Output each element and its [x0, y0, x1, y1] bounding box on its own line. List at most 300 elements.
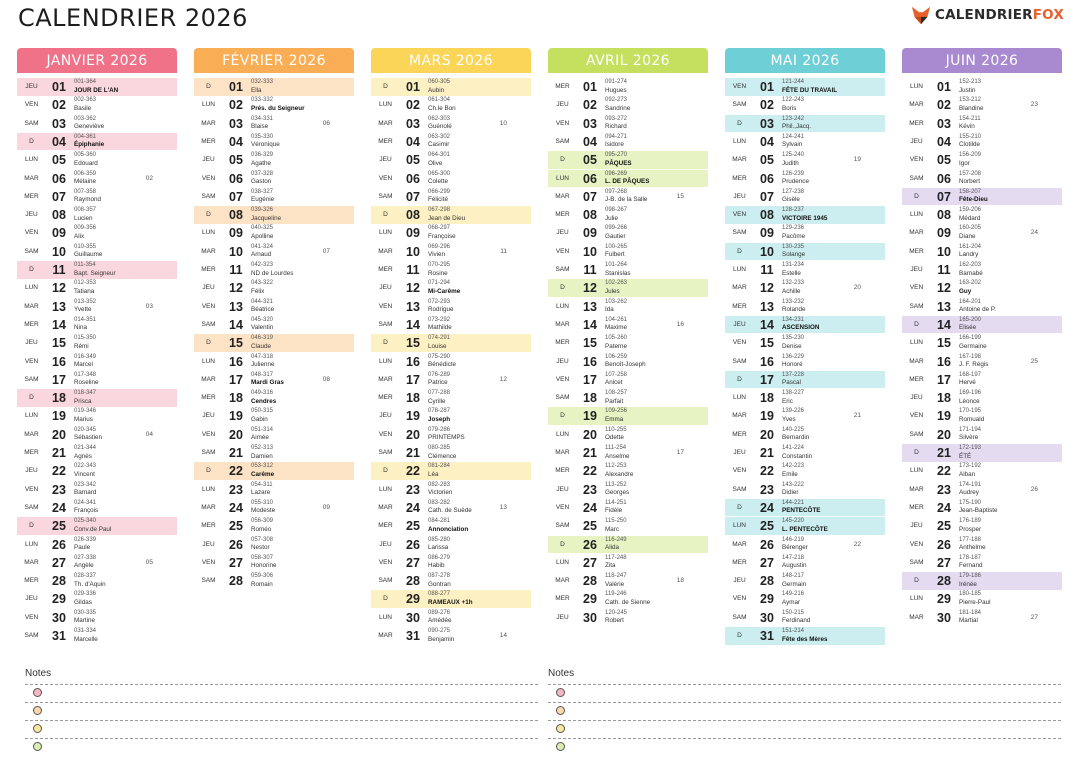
notes-left [25, 668, 538, 756]
day-of-week: D [383, 83, 388, 90]
day-count: 070-295 [428, 262, 451, 268]
day-number: 25 [229, 519, 243, 534]
day-row [371, 115, 531, 133]
saint-name: Elisée [959, 324, 977, 332]
day-number: 06 [760, 171, 774, 186]
day-count: 116-249 [605, 536, 627, 543]
day-count: 041-324 [251, 243, 274, 250]
day-number: 27 [760, 555, 774, 570]
day-number: 28 [583, 574, 597, 589]
day-row [194, 133, 354, 151]
saint-name: Sandrine [605, 104, 631, 112]
day-number: 15 [583, 336, 597, 351]
saint-name: Roseline [74, 379, 99, 387]
day-count: 047-318 [251, 353, 274, 360]
day-number: 14 [583, 317, 597, 332]
saint-name: Benoît-Joseph [605, 361, 646, 368]
day-number: 21 [760, 446, 774, 460]
day-number: 21 [406, 446, 420, 460]
day-count: 045-320 [251, 316, 274, 323]
day-number: 25 [583, 519, 597, 534]
day-of-week: LUN [909, 467, 923, 475]
saint-name: Félix [251, 287, 265, 295]
day-of-week: VEN [732, 83, 747, 90]
day-row [548, 426, 708, 444]
saint-name: Boris [782, 104, 797, 112]
note-line[interactable] [548, 720, 1061, 738]
day-row [548, 353, 708, 371]
saint-name: Vivien [428, 251, 446, 259]
day-count: 026-339 [74, 536, 97, 543]
day-count: 164-201 [959, 298, 982, 305]
saint-name: Guillaume [74, 251, 103, 259]
day-count: 077-288 [428, 390, 451, 397]
day-row [902, 298, 1062, 316]
day-of-week: LUN [555, 174, 569, 182]
day-row [725, 572, 885, 590]
day-row [902, 572, 1062, 590]
saint-name: Guy [959, 287, 972, 295]
day-row [17, 243, 177, 261]
day-count: 167-198 [959, 353, 982, 360]
day-count: 022-343 [74, 463, 97, 470]
saint-name: Constantin [782, 452, 813, 460]
day-number: 25 [937, 519, 951, 534]
saint-name: Gildas [74, 598, 92, 606]
day-of-week: SAM [909, 302, 924, 310]
note-line[interactable] [25, 702, 538, 720]
day-number: 17 [406, 372, 420, 387]
day-count: 126-239 [782, 170, 805, 177]
saint-name: Blaise [251, 123, 269, 131]
day-of-week: VEN [378, 302, 393, 310]
day-number: 08 [406, 208, 420, 223]
day-of-week: SAM [909, 174, 924, 182]
day-row [548, 243, 708, 261]
day-number: 16 [760, 354, 774, 369]
day-of-week: JEU [733, 449, 746, 456]
day-number: 09 [937, 226, 951, 241]
day-count: 100-265 [605, 243, 628, 250]
note-bullet-icon [33, 688, 42, 697]
week-number: 25 [1030, 357, 1038, 365]
day-row [17, 499, 177, 517]
day-number: 25 [406, 519, 420, 534]
day-row [725, 261, 885, 279]
day-of-week: D [737, 375, 742, 383]
day-of-week: LUN [201, 485, 215, 493]
day-number: 04 [406, 134, 420, 149]
day-number: 28 [229, 574, 243, 589]
day-count: 078-287 [428, 408, 451, 415]
day-of-week: D [29, 522, 34, 530]
day-count: 018-347 [74, 390, 97, 397]
saint-name: Solange [782, 251, 806, 259]
day-number: 17 [52, 372, 66, 387]
day-count: 145-220 [782, 518, 805, 525]
day-number: 23 [406, 482, 420, 497]
week-number: 08 [322, 375, 330, 383]
saint-name: Kévin [959, 123, 975, 131]
saint-name: ASCENSION [782, 324, 820, 332]
saint-name: Audrey [959, 489, 979, 497]
day-row [17, 334, 177, 352]
week-number: 11 [500, 247, 507, 255]
day-count: 094-271 [605, 133, 628, 140]
day-of-week: LUN [201, 101, 215, 109]
day-of-week: VEN [909, 284, 924, 292]
day-count: 071-294 [428, 280, 451, 287]
saint-name: Véronique [251, 141, 280, 149]
day-number: 17 [583, 372, 597, 387]
day-row [548, 609, 708, 627]
day-number: 30 [406, 610, 420, 625]
day-row [902, 590, 1062, 608]
saint-name: JOUR DE L'AN [74, 86, 119, 94]
day-number: 03 [229, 116, 243, 131]
day-count: 065-300 [428, 170, 451, 177]
saint-name: Honorine [251, 562, 277, 570]
day-row [902, 426, 1062, 444]
saint-name: Angèle [74, 562, 94, 570]
day-count: 080-285 [428, 445, 451, 451]
day-of-week: VEN [201, 302, 216, 310]
day-count: 139-226 [782, 408, 805, 415]
saint-name: Béatrice [251, 306, 275, 314]
day-of-week: SAM [555, 522, 570, 530]
day-number: 11 [406, 263, 420, 277]
day-row [902, 170, 1062, 188]
day-number: 09 [760, 226, 774, 241]
saint-name: Nina [74, 324, 87, 332]
day-of-week: MAR [24, 174, 39, 182]
saint-name: Raymond [74, 196, 101, 204]
day-number: 20 [583, 427, 597, 442]
saint-name: Larissa [428, 544, 449, 551]
day-count: 179-186 [959, 573, 982, 580]
saint-name: Robert [605, 617, 624, 625]
day-of-week: MER [555, 339, 570, 347]
day-number: 26 [406, 537, 420, 552]
day-number: 01 [583, 80, 597, 94]
day-count: 174-191 [959, 481, 982, 488]
day-of-week: VEN [555, 375, 570, 383]
day-number: 11 [937, 263, 951, 277]
day-count: 101-264 [605, 262, 628, 268]
day-row [725, 206, 885, 224]
day-count: 109-256 [605, 408, 628, 415]
day-of-week: LUN [732, 394, 746, 402]
day-number: 05 [760, 153, 774, 168]
saint-name: Prés. du Seigneur [251, 104, 305, 112]
week-number: 02 [145, 174, 153, 182]
week-number: 27 [1030, 613, 1038, 621]
day-of-week: SAM [909, 430, 924, 438]
day-count: 006-359 [74, 170, 97, 177]
notes-title: Notes [548, 668, 575, 679]
day-number: 27 [229, 555, 243, 570]
week-number: 17 [676, 449, 684, 456]
day-number: 10 [937, 244, 951, 259]
day-number: 26 [583, 537, 597, 552]
note-line[interactable] [548, 684, 1061, 702]
day-row [17, 462, 177, 480]
day-row [902, 444, 1062, 462]
day-number: 23 [760, 482, 774, 497]
day-row [371, 517, 531, 535]
day-of-week: LUN [201, 357, 215, 365]
day-row [17, 261, 177, 279]
day-of-week: D [914, 577, 919, 585]
day-row [17, 389, 177, 407]
day-row [371, 572, 531, 590]
week-number: 03 [145, 302, 153, 310]
week-number: 23 [1030, 101, 1038, 109]
note-line[interactable] [25, 684, 538, 702]
day-row [725, 517, 885, 535]
day-row [371, 554, 531, 572]
day-number: 19 [583, 409, 597, 424]
day-count: 008-357 [74, 207, 97, 214]
day-number: 04 [760, 134, 774, 149]
day-row [17, 407, 177, 425]
day-number: 23 [937, 482, 951, 497]
saint-name: Pierre-Paul [959, 598, 991, 606]
day-count: 150-215 [782, 609, 805, 616]
saint-name: Aimée [251, 434, 269, 442]
saint-name: FÊTE DU TRAVAIL [782, 86, 838, 94]
day-row [371, 151, 531, 169]
saint-name: PÂQUES [605, 159, 632, 167]
saint-name: Alexandre [605, 470, 634, 478]
saint-name: Silvère [959, 434, 979, 442]
note-line[interactable] [25, 720, 538, 738]
day-of-week: VEN [909, 540, 924, 548]
month-header: JANVIER 2026 [17, 48, 177, 73]
day-of-week: SAM [555, 137, 570, 145]
day-of-week: SAM [732, 485, 747, 493]
day-count: 111-254 [605, 445, 627, 451]
day-number: 23 [583, 482, 597, 497]
saint-name: Léonce [959, 397, 980, 405]
day-number: 27 [406, 555, 420, 570]
saint-name: Bénédicte [428, 361, 457, 368]
saint-name: J. F. Régis [959, 361, 989, 368]
day-count: 013-352 [74, 298, 97, 305]
day-count: 032-333 [251, 79, 274, 85]
day-count: 165-200 [959, 316, 982, 323]
day-of-week: MAR [201, 503, 216, 511]
day-count: 120-245 [605, 609, 628, 616]
day-number: 31 [406, 629, 420, 643]
saint-name: Lucien [74, 214, 93, 222]
day-of-week: JEU [556, 357, 569, 365]
day-number: 25 [52, 519, 66, 534]
day-count: 091-274 [605, 79, 628, 85]
day-of-week: MER [555, 211, 570, 219]
day-row [725, 536, 885, 554]
day-number: 30 [583, 610, 597, 625]
day-row [371, 627, 531, 645]
saint-name: Olive [428, 159, 443, 167]
note-line[interactable] [25, 738, 538, 756]
day-of-week: D [914, 449, 919, 456]
note-bullet-icon [556, 706, 565, 715]
day-of-week: MER [909, 247, 924, 255]
saint-name: Gontran [428, 580, 451, 588]
day-count: 097-268 [605, 188, 628, 195]
saint-name: Gisèle [782, 196, 800, 204]
day-count: 082-283 [428, 481, 451, 488]
day-number: 09 [52, 226, 66, 241]
day-count: 158-207 [959, 188, 982, 195]
day-number: 11 [760, 263, 774, 277]
day-row [17, 444, 177, 462]
day-row [371, 334, 531, 352]
day-row [17, 170, 177, 188]
saint-name: Sébastien [74, 434, 103, 442]
day-row [902, 96, 1062, 114]
day-number: 15 [406, 336, 420, 351]
week-number: 19 [853, 156, 861, 164]
day-row [548, 554, 708, 572]
day-of-week: JEU [556, 613, 569, 621]
day-of-week: MAR [909, 485, 924, 493]
saint-name: Jean-Baptiste [959, 507, 998, 515]
day-number: 22 [406, 464, 420, 479]
day-number: 21 [229, 446, 243, 460]
month-column [725, 48, 885, 643]
brand-logo [910, 4, 1064, 26]
saint-name: Marcel [74, 361, 93, 368]
week-number: 12 [499, 375, 507, 383]
day-row [548, 481, 708, 499]
day-row [548, 96, 708, 114]
day-number: 30 [760, 610, 774, 625]
day-number: 22 [583, 464, 597, 479]
day-number: 06 [229, 171, 243, 186]
day-number: 18 [229, 391, 243, 406]
day-row [371, 78, 531, 96]
saint-name: Martine [74, 617, 95, 625]
day-number: 17 [760, 372, 774, 387]
day-of-week: LUN [909, 211, 923, 219]
day-count: 112-253 [605, 463, 627, 470]
saint-name: Victorien [428, 489, 453, 497]
day-of-week: LUN [24, 284, 38, 292]
day-of-week: JEU [556, 485, 569, 493]
day-count: 180-185 [959, 591, 982, 598]
note-line[interactable] [548, 702, 1061, 720]
day-of-week: VEN [24, 229, 39, 237]
day-number: 07 [937, 189, 951, 204]
day-number: 05 [229, 153, 243, 168]
day-row [17, 371, 177, 389]
saint-name: Rodrigue [428, 306, 454, 314]
note-bullet-icon [33, 724, 42, 733]
day-row [371, 316, 531, 334]
day-count: 146-219 [782, 536, 805, 543]
day-count: 081-284 [428, 463, 451, 470]
day-count: 044-321 [251, 298, 274, 305]
day-number: 08 [52, 208, 66, 223]
day-of-week: VEN [378, 430, 393, 438]
day-row [371, 481, 531, 499]
saint-name: RAMEAUX +1h [428, 598, 473, 606]
saint-name: Didier [782, 489, 799, 497]
day-of-week: JEU [379, 412, 392, 420]
day-row [902, 151, 1062, 169]
day-row [548, 517, 708, 535]
day-of-week: LUN [24, 540, 38, 548]
saint-name: Ch.le Bon [428, 104, 456, 112]
saint-name: Annonciation [428, 525, 469, 533]
day-count: 106-259 [605, 353, 628, 360]
day-row [725, 243, 885, 261]
day-number: 12 [229, 281, 243, 296]
saint-name: Fidèle [605, 507, 623, 515]
day-number: 10 [52, 244, 66, 259]
day-row [194, 224, 354, 242]
saint-name: Barnard [74, 489, 97, 497]
day-count: 037-328 [251, 170, 274, 177]
month-column [17, 48, 177, 643]
saint-name: Anselme [605, 452, 630, 460]
day-of-week: D [29, 394, 34, 402]
saint-name: Yves [782, 415, 796, 423]
day-row [902, 261, 1062, 279]
day-row [371, 261, 531, 279]
day-count: 155-210 [959, 133, 982, 140]
day-count: 017-348 [74, 371, 97, 378]
day-number: 13 [229, 299, 243, 314]
day-number: 02 [52, 98, 66, 113]
saint-name: Clémence [428, 452, 457, 460]
day-of-week: LUN [378, 613, 392, 621]
day-number: 24 [760, 500, 774, 515]
day-count: 127-238 [782, 188, 805, 195]
day-of-week: JEU [379, 540, 392, 548]
saint-name: Odette [605, 434, 624, 442]
day-row [725, 407, 885, 425]
day-row [17, 609, 177, 627]
day-row [725, 389, 885, 407]
day-of-week: JEU [202, 412, 215, 420]
day-row [194, 96, 354, 114]
day-of-week: VEN [24, 101, 39, 109]
day-number: 01 [406, 80, 420, 94]
note-line[interactable] [548, 738, 1061, 756]
week-number: 04 [145, 430, 153, 438]
day-of-week: LUN [732, 522, 746, 530]
day-number: 05 [406, 153, 420, 168]
day-row [17, 115, 177, 133]
day-count: 121-244 [782, 79, 805, 85]
day-count: 162-203 [959, 262, 982, 268]
saint-name: Bérenger [782, 544, 808, 551]
day-count: 098-267 [605, 207, 628, 214]
day-number: 06 [583, 171, 597, 186]
day-of-week: VEN [555, 503, 570, 511]
day-row [548, 334, 708, 352]
day-count: 118-247 [605, 573, 627, 580]
day-of-week: JEU [910, 522, 923, 530]
saint-name: Fernand [959, 562, 983, 570]
saint-name: Colette [428, 178, 448, 185]
saint-name: Eric [782, 397, 793, 405]
day-of-week: VEN [201, 558, 216, 566]
day-of-week: JEU [202, 284, 215, 292]
